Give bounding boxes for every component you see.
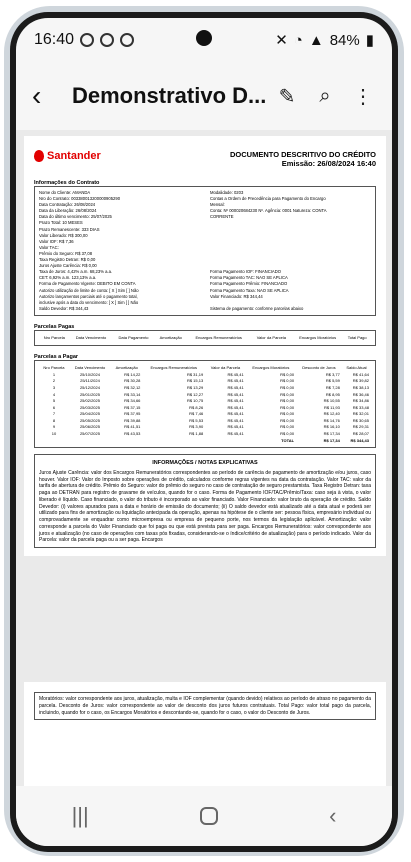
contract-info-line: Forma Pagamento IOF: FINANCIADO — [210, 269, 281, 275]
table-cell: 3 — [52, 385, 56, 391]
table-cell: R$ 12,27 — [186, 391, 204, 397]
contract-info-line: Prazo Total: 10 MESES — [39, 220, 83, 226]
contract-info-line: Prazo Remanescente: 333 DIAS — [39, 226, 100, 232]
column-header: Data Pagamento — [118, 334, 149, 340]
recents-button[interactable]: ||| — [71, 803, 89, 828]
issue-date: Emissão: 26/08/2024 16:40 — [281, 159, 376, 168]
table-cell: 25/07/2025 — [79, 431, 100, 437]
flame-icon — [34, 150, 44, 162]
contract-info-line: Nro do Contrato: 003380013200000905290 — [39, 196, 121, 202]
table-cell: R$ 7,28 — [325, 385, 340, 391]
table-cell: R$ 31,19 — [186, 371, 204, 377]
table-cell: 25/12/2024 — [79, 385, 100, 391]
page-title: Demonstrativo D... — [72, 83, 267, 108]
table-cell: R$ 29,31 — [352, 424, 369, 430]
camera-hole — [196, 30, 212, 46]
contract-section-title: Informações do Contrato — [34, 180, 100, 186]
table-cell: R$ 37,15 — [124, 404, 141, 410]
search-icon[interactable]: ⌕ — [319, 84, 331, 107]
battery-level: 84% — [329, 31, 360, 49]
column-header: Encargos Remuneratórios — [195, 334, 242, 340]
table-cell: R$ 28,07 — [352, 431, 369, 437]
table-cell: R$ 45,41 — [227, 398, 244, 404]
due-installments-table — [39, 364, 371, 444]
contract-info-line: Mensal: — [210, 202, 225, 208]
table-cell: R$ 30,65 — [352, 417, 369, 423]
table-cell: R$ 32,12 — [124, 385, 141, 391]
document-viewer[interactable] — [16, 130, 392, 798]
table-cell: R$ 14,22 — [124, 371, 141, 377]
table-row — [39, 424, 371, 431]
table-cell: R$ 17,34 — [323, 431, 340, 437]
contract-info-line: Taxa de Juros: 4,42% a.m. 68,23% a.a. — [39, 269, 113, 275]
contract-info-line: Forma Pagamento Prêmio: FINANCIADO — [210, 281, 288, 287]
contract-info-line: Contas a Ordem de Precedência para Pagamento do Encargo — [210, 196, 326, 202]
contract-info-line: Modalidade: 0203 — [210, 190, 244, 195]
table-row — [39, 431, 371, 438]
table-cell: R$ 0,00 — [280, 398, 295, 404]
table-cell: R$ 43,53 — [124, 431, 141, 437]
column-header: Desconto de Juros — [302, 364, 336, 370]
contract-info-line: Valor Financiado: R$ 344,44 — [210, 293, 263, 299]
notification-icon — [80, 33, 94, 47]
table-cell: R$ 39,88 — [124, 417, 141, 423]
column-header: Saldo Atual — [346, 364, 367, 370]
table-cell: R$ 39,82 — [352, 378, 369, 384]
settings-icon — [100, 33, 114, 47]
table-cell: R$ 45,41 — [227, 371, 244, 377]
battery-icon: ▮ — [365, 32, 374, 49]
contract-info-box — [34, 186, 376, 316]
contract-info-line: Juros Ajuste Carência: R$ 0,00 — [39, 263, 97, 269]
table-cell: R$ 12,40 — [323, 411, 340, 417]
table-cell: R$ 32,01 — [352, 411, 369, 417]
edit-icon[interactable]: ✎ — [278, 85, 296, 108]
table-cell: 9 — [52, 424, 56, 430]
column-header: Encargos Moratórios — [299, 334, 337, 340]
app-bar — [16, 66, 392, 126]
contract-info-line: Data Contratação: 26/08/2024 — [39, 202, 96, 208]
contract-left-column — [39, 190, 200, 312]
column-header: Encargos Moratórios — [252, 364, 290, 370]
table-cell: R$ 37,95 — [124, 411, 141, 417]
table-cell: R$ 45,41 — [227, 385, 244, 391]
table-cell: R$ 14,76 — [323, 417, 340, 423]
document-page-2 — [24, 682, 386, 798]
navigation-bar — [16, 786, 392, 846]
column-header: Nro Parcela — [43, 334, 65, 340]
table-cell: 25/01/2025 — [79, 391, 100, 397]
column-header: Total Pago — [347, 334, 367, 340]
column-header: Amortização — [159, 334, 182, 340]
due-installments-box — [34, 360, 376, 448]
notes-title: INFORMAÇÕES / NOTAS EXPLICATIVAS — [152, 459, 258, 466]
document-page-1 — [24, 136, 386, 556]
table-cell: R$ 10,75 — [186, 398, 204, 404]
paid-installments-table — [39, 334, 371, 342]
contract-info-line: Autorizo lançamentos parciais até o pagamento total, — [39, 293, 138, 299]
contract-info-line: Data da Liberação: 26/08/2024 — [39, 208, 97, 214]
table-cell: 25/05/2025 — [79, 417, 100, 423]
table-cell: 8 — [52, 417, 56, 423]
paid-section-title: Parcelas Pagas — [34, 323, 75, 330]
table-cell: R$ 45,41 — [227, 417, 244, 423]
table-cell: 7 — [52, 411, 56, 417]
signal-icon: ▲ — [308, 31, 324, 49]
contract-info-line: Valor IOF: R$ 7,36 — [39, 238, 74, 244]
column-header: Data Vencimento — [74, 364, 106, 370]
table-row — [39, 385, 371, 392]
table-cell: R$ 0,00 — [280, 424, 295, 430]
table-cell: 25/04/2025 — [79, 411, 100, 417]
app-window — [16, 18, 392, 846]
contract-info-line: CET: 6,92% a.m. 123,13% a.a. — [39, 275, 97, 281]
wifi-icon: ◔ — [293, 31, 303, 49]
table-cell: 25/02/2025 — [79, 398, 100, 404]
total-row: TOTAL R$ 17,34 R$ 344,43 — [281, 437, 369, 443]
santander-logo: Santander — [34, 150, 101, 162]
table-cell: R$ 45,41 — [227, 424, 244, 430]
table-cell: R$ 1,88 — [189, 431, 204, 437]
due-section-title: Parcelas a Pagar — [34, 353, 79, 360]
table-cell: R$ 0,00 — [280, 385, 295, 391]
table-row — [39, 404, 371, 411]
table-row — [39, 391, 371, 398]
contract-info-line: Nome do Cliente: AMANDA — [39, 190, 91, 195]
table-cell: 4 — [52, 391, 56, 397]
table-cell: 10 — [51, 431, 57, 437]
table-cell: R$ 0,00 — [280, 417, 295, 423]
table-cell: R$ 45,41 — [227, 404, 244, 410]
table-cell: 5 — [52, 398, 56, 404]
table-cell: 25/11/2024 — [80, 378, 100, 384]
table-cell: R$ 45,41 — [227, 391, 244, 397]
table-cell: 25/06/2025 — [79, 424, 100, 430]
table-cell: R$ 5,59 — [325, 378, 340, 384]
table-cell: R$ 36,46 — [352, 391, 369, 397]
column-header: Data Vencimento — [75, 334, 107, 340]
document-heading: DOCUMENTO DESCRITIVO DO CRÉDITO — [230, 150, 376, 159]
home-button[interactable] — [200, 807, 218, 825]
notes-text: Juros Ajuste Carência: valor dos Encargos Remuneratórios correspondentes ao período de carência de pagamento de amortização e/ou juros, caso houver. Valor IOF: Valor do Imposto sobre operações de crédito, calculados conforme regras vigentes na data da contratação. Valor TAC: valor da tarifa de abertura de crédito. Prêmio do Seguro: valor do prêmio do seguro no caso de contratação de seguro prestamista. Taxa Registro Detran: taxa paga ao DETRAN para registro de gravame de veículos, quando for o caso. Forma de Pagamento IOF/TAC/Prêmio/Taxa: caso seja à vista, o valor liberado é líquido. Caso financiado, o valor do tributo é incorporado ao valor financiado. Valor Financiado: valor bruto da operação de crédito. Saldo Devedor: (i) valores apurados para a data e horário de emissão do documento; (ii) O saldo devedor está atualizado até a data atual e poderá ser utilizado para fins de amortização ou liquidação antecipada da operação, apenas na hipótese de o cliente ser: pessoa física, empresário individual ou comprovadamente se enquadrar como microempresa ou empresa de pequeno porte, nos termos da legislação aplicável. Amortização: valor corresponde a parcela do Valor Financiado que foi paga ou que está prevista para ser paga. Encargos Remuneratórios: valor correspondente aos juros e atualização (no caso de operações com taxas pós fixadas, considerando-se o índice/critério de atualização) para o período indicado. Valor da Parcela: valor da parcela paga ou a ser paga. Encargos — [39, 469, 371, 544]
notes-box — [34, 454, 376, 548]
table-cell: R$ 8,26 — [189, 404, 204, 410]
table-cell: R$ 7,46 — [189, 411, 204, 417]
table-cell: R$ 34,66 — [124, 398, 141, 404]
table-cell: R$ 11,93 — [323, 404, 340, 410]
column-header: Encargos Remuneratórios — [150, 364, 198, 370]
notes-continued: Moratórios: valor correspondente aos juros, atualização, multa e IOF complementar (quando devido) relativos ao período de atraso no pagamento da parcela. Desconto de Juros: valor correspondente ao valor de desconto dos juros futuros contratuais. Total Pago: valor total pago da parcela, incluindo, quando for o caso, os Encargos Moratórios e descontando-se, quando for o caso, o valor do Desconto de Juros. — [34, 692, 376, 720]
table-cell: R$ 10,55 — [323, 398, 340, 404]
table-cell: R$ 5,53 — [189, 417, 204, 423]
contract-info-line: Conta: Nº 000020684230 Nº. Agência: 0001 Natureza: CONTA — [210, 208, 327, 214]
contract-info-line: Saldo Devedor: R$ 344,43 — [39, 305, 89, 311]
table-cell: R$ 33,48 — [352, 404, 369, 410]
table-cell: R$ 3,90 — [189, 424, 204, 430]
clock: 16:40 — [34, 31, 75, 48]
table-cell: R$ 45,41 — [227, 378, 244, 384]
table-cell: R$ 13,29 — [186, 385, 204, 391]
table-cell: R$ 33,14 — [124, 391, 141, 397]
contract-info-line: Data do último vencimento: 25/07/2025 — [39, 214, 112, 220]
back-arrow-icon[interactable]: ‹ — [32, 80, 42, 111]
contract-info-line: CORRENTE — [210, 214, 234, 220]
table-cell: R$ 34,86 — [352, 398, 369, 404]
contract-info-line: Valor TAC: — [39, 244, 59, 250]
contract-info-line: Forma Pagamento TAC: NAO SE APLICA — [210, 275, 288, 281]
column-header: Valor da Parcela — [210, 364, 241, 370]
table-cell: R$ 0,00 — [280, 411, 295, 417]
table-row — [39, 371, 371, 378]
contract-info-line: Taxa Registro Detran: R$ 0,00 — [39, 257, 96, 263]
table-cell: R$ 8,95 — [325, 391, 340, 397]
table-cell: R$ 41,64 — [352, 371, 369, 377]
table-cell: 25/10/2024 — [79, 371, 100, 377]
table-cell: 6 — [52, 404, 56, 410]
paid-installments-box — [34, 330, 376, 346]
table-cell: R$ 30,28 — [124, 378, 141, 384]
contract-info-line: Sistema de pagamento: conforme parcelas abaixo — [210, 305, 304, 311]
more-options-icon[interactable]: ⋮ — [353, 85, 373, 108]
table-row — [39, 398, 371, 405]
table-row — [39, 418, 371, 425]
screen — [10, 12, 398, 852]
table-row — [39, 378, 371, 385]
table-cell: R$ 0,00 — [280, 371, 295, 377]
column-header: Amortização — [115, 364, 138, 370]
gear-icon — [120, 33, 134, 47]
table-cell: R$ 41,51 — [124, 424, 141, 430]
table-cell: R$ 45,41 — [227, 431, 244, 437]
mute-icon: ✕ — [275, 32, 288, 49]
table-cell: R$ 16,10 — [323, 424, 340, 430]
table-cell: 25/03/2025 — [79, 404, 100, 410]
contract-info-line: Valor Liberado: R$ 300,00 — [39, 232, 88, 238]
contract-info-line: inclusive após a data do vencimento: [ X ] Sim [ ] Não — [39, 299, 139, 305]
contract-info-line: Prêmio do Seguro: R$ 37,08 — [39, 250, 93, 256]
column-header: Valor da Parcela — [256, 334, 286, 340]
table-cell: R$ 15,13 — [186, 378, 204, 384]
table-cell: R$ 0,00 — [280, 391, 295, 397]
table-cell: R$ 0,00 — [280, 404, 295, 410]
table-cell: R$ 0,00 — [280, 378, 295, 384]
column-header: Nro Parcela — [43, 364, 65, 370]
contract-info-line: Autorizo utilização de limite de conta: [ X ] Sim [ ] Não — [39, 287, 139, 293]
table-cell: R$ 3,77 — [325, 371, 340, 377]
table-row — [39, 411, 371, 418]
nav-back-button[interactable]: ‹ — [329, 803, 337, 828]
contract-right-column — [210, 190, 371, 312]
table-cell: 1 — [52, 371, 56, 377]
table-cell: R$ 0,00 — [280, 431, 295, 437]
contract-info-line: Forma Pagamento Taxa: NAO SE APLICA — [210, 287, 289, 293]
contract-info-line: Forma de Pagamento Vigente: DEBITO EM CONTA — [39, 281, 136, 287]
table-cell: R$ 45,41 — [227, 411, 244, 417]
table-cell: R$ 38,13 — [352, 385, 369, 391]
table-cell: 2 — [52, 378, 56, 384]
